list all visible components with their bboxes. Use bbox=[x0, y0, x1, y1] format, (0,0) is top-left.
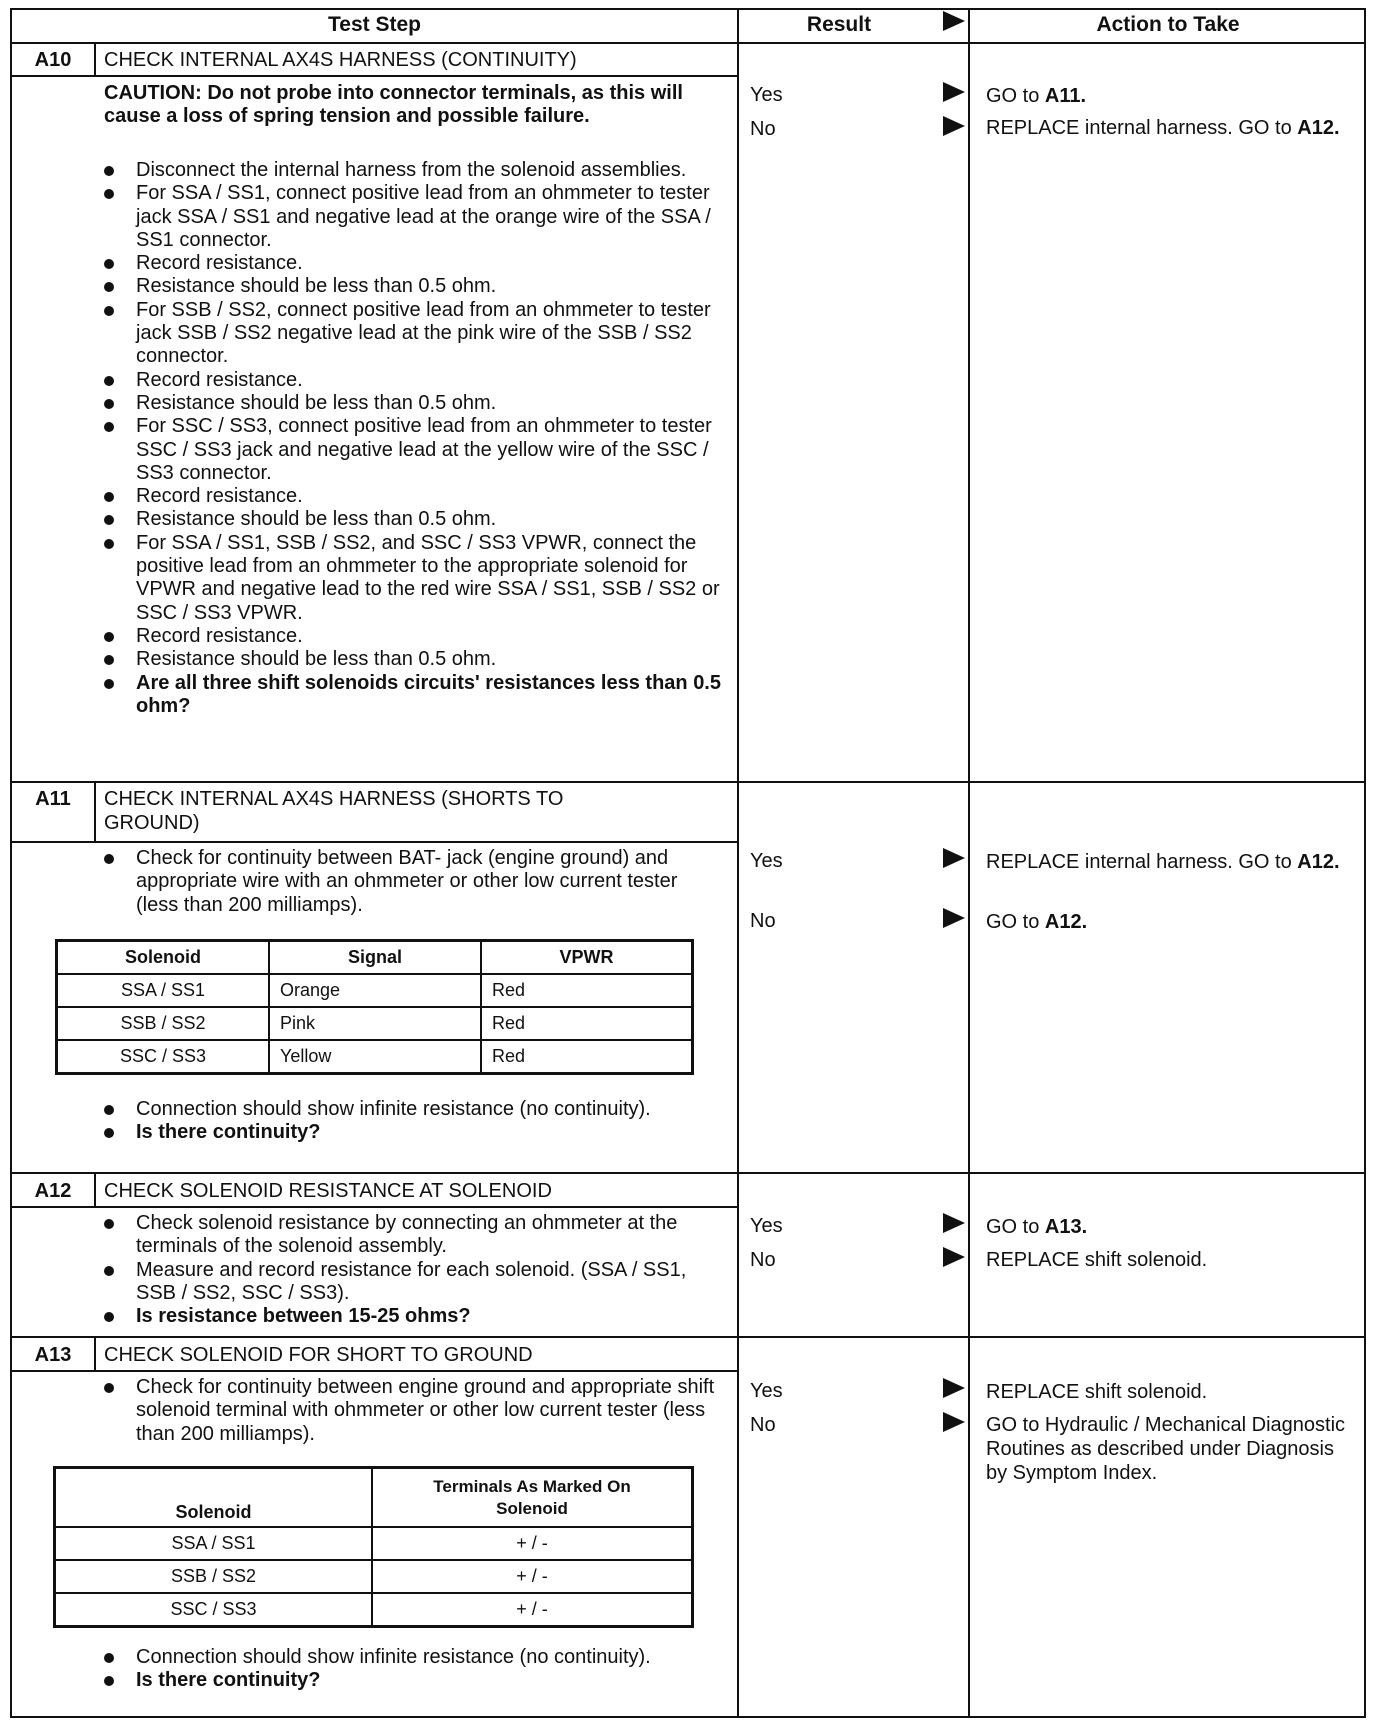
list-item: Record resistance. bbox=[96, 485, 721, 508]
table-cell: SSA / SS1 bbox=[55, 1527, 373, 1560]
result-no: No bbox=[750, 1414, 776, 1436]
list-item: Measure and record resistance for each solenoid. (SSA / SS1, SSB / SS2, SSC / SS3). bbox=[96, 1259, 721, 1306]
result-arrow-icon bbox=[943, 848, 965, 868]
step-id-divider bbox=[94, 781, 96, 843]
list-item: Record resistance. bbox=[96, 252, 721, 275]
list-item: Check for continuity between engine ground and appropriate shift solenoid terminal with ohmmeter or other low current tester (less than 200 milliamps). bbox=[96, 1376, 721, 1446]
header-action: Action to Take bbox=[1096, 13, 1240, 36]
step-bullets bbox=[96, 1646, 721, 1693]
table-header: Terminals As Marked On Solenoid bbox=[372, 1468, 693, 1528]
table-cell: Pink bbox=[269, 1007, 481, 1040]
table-row bbox=[57, 974, 693, 1007]
caution-text: CAUTION: Do not probe into connector terminals, as this will cause a loss of spring tension and possible failure. bbox=[104, 82, 683, 127]
action-yes: GO to A11. bbox=[986, 85, 1087, 107]
step-title: CHECK SOLENOID FOR SHORT TO GROUND bbox=[104, 1344, 533, 1366]
step-divider bbox=[10, 781, 1366, 783]
table-cell: SSB / SS2 bbox=[55, 1560, 373, 1593]
column-divider-result bbox=[737, 8, 739, 1718]
action-no: REPLACE shift solenoid. bbox=[986, 1249, 1208, 1271]
wire-color-table bbox=[55, 939, 694, 1075]
list-item: Connection should show infinite resistance (no continuity). bbox=[96, 1646, 721, 1669]
step-divider bbox=[10, 1336, 1366, 1338]
table-cell: Yellow bbox=[269, 1040, 481, 1074]
action-yes: GO to A13. bbox=[986, 1216, 1088, 1238]
list-item: Check solenoid resistance by connecting an ohmmeter at the terminals of the solenoid assembly. bbox=[96, 1212, 721, 1259]
header-test-step: Test Step bbox=[328, 13, 421, 36]
table-cell: SSB / SS2 bbox=[57, 1007, 270, 1040]
step-title-divider bbox=[10, 1206, 739, 1208]
step-id: A11 bbox=[35, 788, 71, 810]
table-header-row bbox=[57, 941, 693, 975]
step-bullets bbox=[96, 1376, 721, 1446]
list-item: For SSA / SS1, SSB / SS2, and SSC / SS3 VPWR, connect the positive lead from an ohmmeter to the appropriate solenoid for VPWR and negative lead to the red wire SSA / SS1, SSB / SS2 or SSC / SS3 VPWR. bbox=[96, 532, 721, 625]
result-arrow-icon bbox=[943, 1247, 965, 1267]
terminal-table bbox=[53, 1466, 694, 1628]
table-cell: Red bbox=[481, 1040, 693, 1074]
step-divider bbox=[10, 1172, 1366, 1174]
step-id-divider bbox=[94, 42, 96, 77]
step-bullets bbox=[96, 159, 721, 718]
result-arrow-icon bbox=[943, 1412, 965, 1432]
result-yes: Yes bbox=[750, 1215, 783, 1237]
result-arrow-icon bbox=[943, 908, 965, 928]
table-cell: Red bbox=[481, 974, 693, 1007]
step-title-divider bbox=[10, 1370, 739, 1372]
action-no: GO to Hydraulic / Mechanical Diagnostic Routines as described under Diagnosis by Symptom Index. bbox=[986, 1414, 1346, 1484]
action-yes: REPLACE internal harness. GO to A12. bbox=[986, 851, 1340, 873]
table-cell: + / - bbox=[372, 1560, 693, 1593]
column-divider-action bbox=[968, 8, 970, 1718]
step-id: A13 bbox=[34, 1344, 72, 1366]
table-row bbox=[57, 1007, 693, 1040]
action-yes: REPLACE shift solenoid. bbox=[986, 1381, 1208, 1403]
step-question: Is there continuity? bbox=[96, 1669, 721, 1692]
list-item: Record resistance. bbox=[96, 625, 721, 648]
table-cell: + / - bbox=[372, 1593, 693, 1627]
step-id: A12 bbox=[34, 1180, 72, 1202]
result-no: No bbox=[750, 1249, 776, 1271]
table-header-row bbox=[55, 1468, 693, 1528]
result-yes: Yes bbox=[750, 850, 783, 872]
action-no: GO to A12. bbox=[986, 911, 1088, 933]
step-id: A10 bbox=[34, 49, 72, 71]
result-arrow-icon bbox=[943, 82, 965, 102]
step-id-divider bbox=[94, 1336, 96, 1372]
list-item: Resistance should be less than 0.5 ohm. bbox=[96, 648, 721, 671]
list-item: Resistance should be less than 0.5 ohm. bbox=[96, 508, 721, 531]
list-item: For SSC / SS3, connect positive lead from an ohmmeter to tester SSC / SS3 jack and negative lead at the yellow wire of the SSC / SS3 connector. bbox=[96, 415, 721, 485]
result-no: No bbox=[750, 910, 776, 932]
result-no: No bbox=[750, 118, 776, 140]
list-item: Connection should show infinite resistance (no continuity). bbox=[96, 1098, 721, 1121]
list-item: For SSA / SS1, connect positive lead from an ohmmeter to tester jack SSA / SS1 and negative lead at the orange wire of the SSA / SS1 connector. bbox=[96, 182, 721, 252]
step-title: CHECK SOLENOID RESISTANCE AT SOLENOID bbox=[104, 1180, 552, 1202]
table-row bbox=[55, 1560, 693, 1593]
result-arrow-icon bbox=[943, 116, 965, 136]
step-bullets bbox=[96, 1098, 721, 1145]
step-id-divider bbox=[94, 1172, 96, 1208]
step-question: Are all three shift solenoids circuits' resistances less than 0.5 ohm? bbox=[96, 672, 721, 719]
step-bullets bbox=[96, 847, 721, 917]
list-item: Check for continuity between BAT- jack (engine ground) and appropriate wire with an ohmmeter or other low current tester (less than 200 milliamps). bbox=[96, 847, 721, 917]
table-header: Solenoid bbox=[57, 941, 270, 975]
result-arrow-icon bbox=[943, 1378, 965, 1398]
list-item: Resistance should be less than 0.5 ohm. bbox=[96, 275, 721, 298]
step-question: Is resistance between 15-25 ohms? bbox=[96, 1305, 721, 1328]
table-header: Signal bbox=[269, 941, 481, 975]
list-item: Resistance should be less than 0.5 ohm. bbox=[96, 392, 721, 415]
header-result: Result bbox=[806, 13, 872, 36]
action-no: REPLACE internal harness. GO to A12. bbox=[986, 117, 1340, 139]
step-question: Is there continuity? bbox=[96, 1121, 721, 1144]
table-row bbox=[55, 1593, 693, 1627]
list-item: Record resistance. bbox=[96, 369, 721, 392]
list-item: For SSB / SS2, connect positive lead from an ohmmeter to tester jack SSB / SS2 negative lead at the pink wire of the SSB / SS2 connector. bbox=[96, 299, 721, 369]
table-cell: Orange bbox=[269, 974, 481, 1007]
step-title: CHECK INTERNAL AX4S HARNESS (SHORTS TO GROUND) bbox=[104, 788, 564, 834]
step-title-divider bbox=[10, 841, 739, 843]
table-cell: SSC / SS3 bbox=[55, 1593, 373, 1627]
table-cell: + / - bbox=[372, 1527, 693, 1560]
result-yes: Yes bbox=[750, 84, 783, 106]
header-arrow-icon bbox=[943, 11, 965, 31]
step-bullets bbox=[96, 1212, 721, 1328]
table-row bbox=[57, 1040, 693, 1074]
table-header: Solenoid bbox=[55, 1468, 373, 1528]
step-title-divider bbox=[10, 75, 739, 77]
table-cell: Red bbox=[481, 1007, 693, 1040]
table-cell: SSA / SS1 bbox=[57, 974, 270, 1007]
table-header: VPWR bbox=[481, 941, 693, 975]
list-item: Disconnect the internal harness from the solenoid assemblies. bbox=[96, 159, 721, 182]
result-arrow-icon bbox=[943, 1213, 965, 1233]
result-yes: Yes bbox=[750, 1380, 783, 1402]
table-cell: SSC / SS3 bbox=[57, 1040, 270, 1074]
table-row bbox=[55, 1527, 693, 1560]
header-divider bbox=[10, 42, 1366, 44]
step-title: CHECK INTERNAL AX4S HARNESS (CONTINUITY) bbox=[104, 49, 577, 71]
